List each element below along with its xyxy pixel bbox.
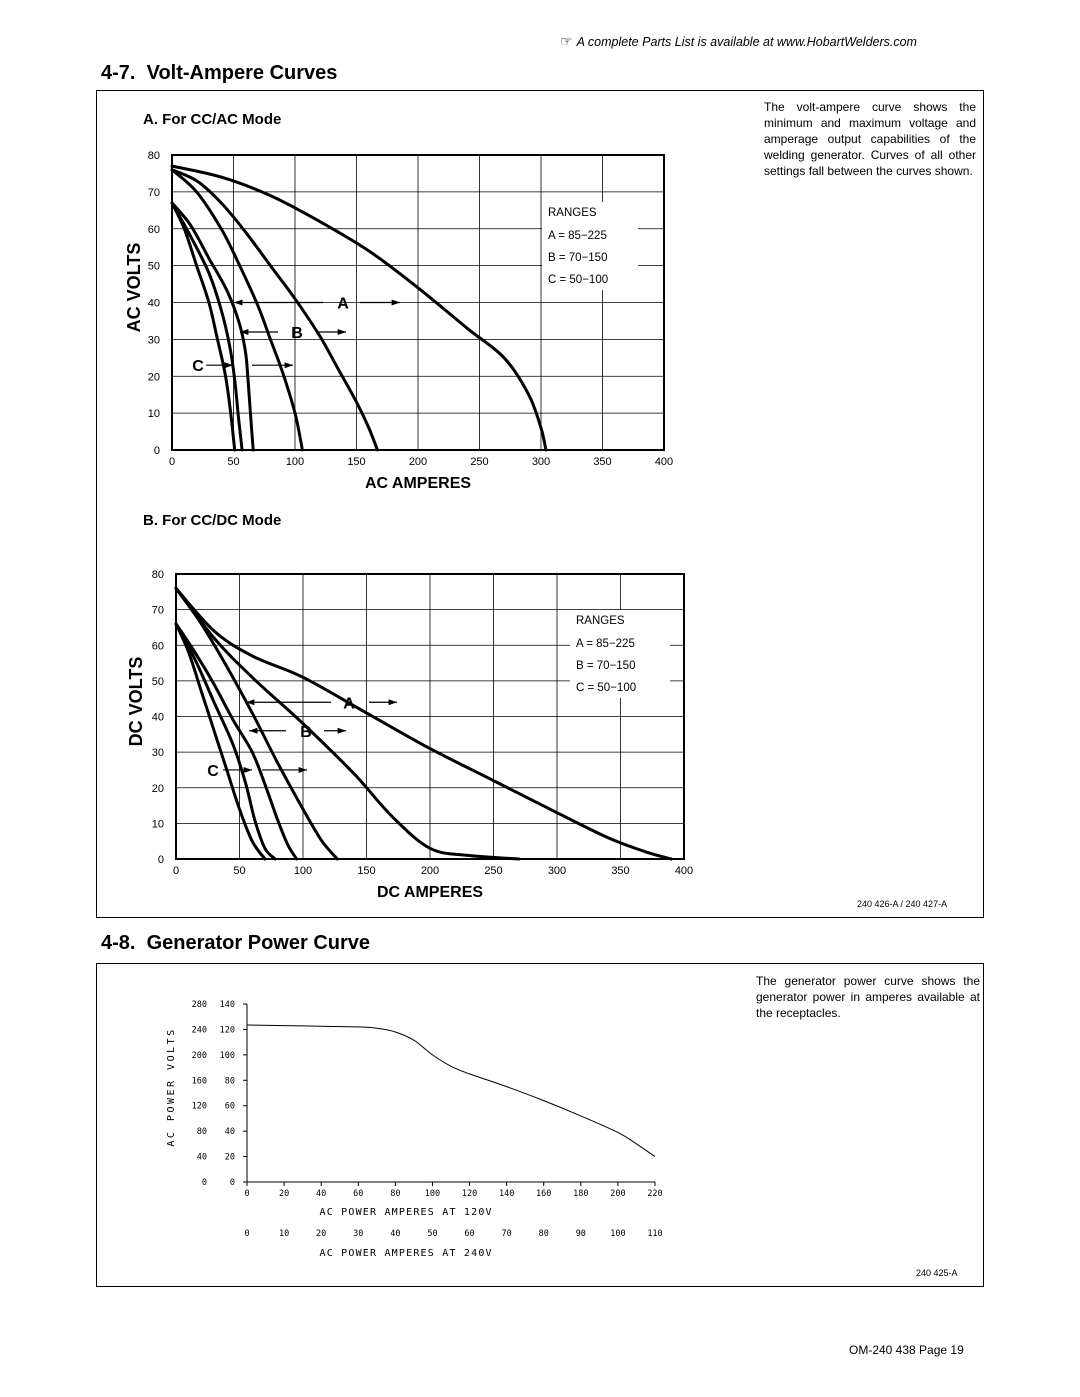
y-tick-label-volts-secondary: 100	[219, 1050, 235, 1061]
power-curve	[247, 1025, 655, 1157]
x-tick-label: 300	[547, 865, 567, 877]
legend-entry: C = 50−100	[576, 682, 637, 694]
legend-entry: A = 85−225	[576, 638, 635, 650]
range-arrow-b-head	[338, 329, 346, 335]
ac-volt-ampere-chart	[110, 140, 690, 500]
x-tick-label-120v: 100	[424, 1189, 441, 1199]
generator-power-figure-ref: 240 425-A	[916, 1268, 958, 1278]
x-axis-title: AC AMPERES	[364, 475, 472, 492]
x-tick-label: 50	[233, 865, 246, 877]
y-tick-label: 80	[147, 150, 160, 162]
y-tick-label-volts: 40	[196, 1152, 207, 1163]
x-tick-label-120v: 200	[610, 1189, 626, 1199]
y-tick-label-volts: 160	[191, 1076, 207, 1087]
range-arrow-a-head	[392, 300, 400, 306]
y-tick-label-volts: 280	[191, 1000, 207, 1010]
y-axis-title: AC VOLTS	[124, 242, 144, 333]
y-tick-label-volts: 200	[191, 1050, 207, 1061]
range-label-c: C	[207, 762, 219, 780]
x-tick-label-240v: 40	[390, 1229, 401, 1239]
range-arrow-c-head	[285, 362, 293, 368]
y-tick-label-volts: 120	[191, 1101, 207, 1112]
range-arrow-b-head	[249, 728, 257, 734]
x-tick-label-120v: 160	[536, 1189, 552, 1199]
y-tick-label-volts-secondary: 60	[224, 1101, 235, 1112]
range-label-b: B	[291, 325, 303, 342]
x-tick-label: 350	[611, 865, 630, 877]
y-tick-label: 70	[151, 604, 164, 617]
y-tick-label: 0	[153, 445, 160, 457]
x-tick-label-240v: 10	[278, 1229, 290, 1239]
range-arrow-c-head	[244, 767, 252, 773]
y-tick-label: 40	[147, 297, 160, 310]
section-title-generator-power: 4-8. Generator Power Curve	[101, 932, 371, 954]
y-tick-label-volts-secondary: 140	[219, 1000, 235, 1010]
y-tick-label: 40	[151, 711, 164, 724]
x-tick-label-240v: 70	[501, 1229, 512, 1239]
y-tick-label-volts-secondary: 0	[229, 1178, 235, 1188]
x-axis-title: DC AMPERES	[376, 884, 484, 900]
range-label-a: A	[343, 695, 355, 713]
y-tick-label: 10	[147, 408, 160, 421]
y-tick-label-volts-secondary: 40	[224, 1127, 235, 1138]
y-tick-label-volts-secondary: 80	[224, 1076, 235, 1087]
x-tick-label-120v: 140	[498, 1189, 515, 1199]
volt-ampere-description: The volt-ampere curve shows the minimum and maximum voltage and amperage output capabilities of the welding generator. Curves of all other settings fall between the curves shown.	[764, 100, 976, 178]
legend-heading: RANGES	[576, 615, 625, 627]
x-tick-label: 400	[674, 865, 694, 877]
parts-list-note: ☞ A complete Parts List is available at www.HobartWelders.com	[560, 33, 917, 49]
y-tick-label: 60	[151, 640, 164, 653]
x-tick-label: 300	[531, 456, 551, 468]
volt-ampere-figure-ref: 240 426-A / 240 427-A	[857, 899, 948, 909]
x-tick-label-240v: 90	[575, 1229, 586, 1239]
x-tick-label-240v: 60	[464, 1229, 475, 1239]
range-arrow-b-head	[338, 728, 346, 734]
y-tick-label-volts-secondary: 120	[219, 1025, 235, 1036]
y-tick-label: 0	[157, 854, 164, 866]
x-tick-label: 200	[408, 456, 428, 468]
range-label-b: B	[300, 723, 312, 741]
x-tick-label: 150	[357, 865, 376, 877]
x-tick-label-240v: 50	[427, 1229, 438, 1239]
x-tick-label: 350	[593, 456, 612, 468]
x-tick-label-120v: 120	[461, 1189, 478, 1199]
range-label-a: A	[337, 295, 349, 313]
x-tick-label: 150	[347, 456, 366, 468]
section-title-volt-ampere: 4-7. Volt-Ampere Curves	[101, 62, 338, 84]
y-tick-label: 20	[151, 782, 164, 795]
range-arrow-a-head	[389, 699, 397, 705]
x-tick-label-240v: 110	[647, 1229, 663, 1239]
x-axis-title-240v: AC POWER AMPERES AT 240V	[319, 1248, 493, 1259]
x-tick-label: 200	[420, 865, 440, 877]
dc-volt-ampere-chart	[110, 560, 710, 900]
range-label-c: C	[192, 358, 204, 376]
y-axis-title: DC VOLTS	[126, 656, 146, 747]
x-tick-label-120v: 80	[390, 1189, 401, 1199]
y-tick-label: 50	[147, 260, 160, 273]
x-tick-label-240v: 20	[316, 1229, 327, 1239]
x-tick-label: 50	[227, 456, 240, 468]
x-tick-label-120v: 220	[647, 1189, 663, 1199]
x-tick-label: 0	[168, 456, 176, 468]
legend-entry: A = 85−225	[548, 230, 607, 242]
y-tick-label-volts-secondary: 20	[224, 1152, 235, 1163]
y-tick-label: 20	[147, 371, 160, 384]
x-tick-label-120v: 40	[316, 1189, 327, 1199]
dc-chart-subtitle: B. For CC/DC Mode	[143, 512, 282, 529]
ac-chart-subtitle: A. For CC/AC Mode	[143, 111, 282, 128]
legend-entry: B = 70−150	[576, 660, 636, 672]
x-tick-label: 100	[293, 865, 313, 877]
x-tick-label-120v: 0	[244, 1189, 250, 1199]
x-tick-label-240v: 0	[244, 1229, 250, 1239]
legend-entry: B = 70−150	[548, 252, 608, 264]
y-tick-label: 80	[151, 569, 164, 581]
x-tick-label: 0	[172, 865, 180, 877]
y-tick-label: 30	[147, 334, 160, 347]
x-tick-label: 250	[470, 456, 489, 468]
page-footer: OM-240 438 Page 19	[849, 1343, 964, 1357]
legend-heading: RANGES	[548, 207, 597, 219]
y-tick-label-volts: 80	[196, 1127, 207, 1138]
x-tick-label-240v: 30	[353, 1229, 364, 1239]
generator-power-description: The generator power curve shows the generator power in amperes available at the receptacles.	[756, 974, 980, 1020]
x-tick-label: 100	[285, 456, 305, 468]
range-arrow-a-head	[234, 300, 242, 306]
y-tick-label: 60	[147, 223, 160, 236]
x-tick-label-120v: 20	[278, 1189, 290, 1199]
x-tick-label-120v: 180	[573, 1189, 589, 1199]
x-tick-label-240v: 100	[610, 1229, 626, 1239]
y-tick-label-volts: 240	[191, 1025, 207, 1036]
x-tick-label-240v: 80	[538, 1229, 549, 1239]
y-tick-label: 70	[147, 186, 160, 199]
x-tick-label: 250	[484, 865, 503, 877]
x-tick-label-120v: 60	[353, 1189, 364, 1199]
y-tick-label: 10	[151, 818, 164, 831]
y-tick-label: 30	[151, 747, 164, 760]
curve-b	[176, 588, 337, 859]
curve-a	[176, 588, 519, 859]
x-axis-title-120v: AC POWER AMPERES AT 120V	[319, 1207, 493, 1218]
pointing-hand-icon: ☞	[560, 33, 573, 49]
legend-entry: C = 50−100	[548, 274, 609, 286]
x-tick-label: 400	[654, 456, 674, 468]
generator-power-chart	[150, 990, 680, 1265]
y-tick-label-volts: 0	[201, 1178, 207, 1188]
y-axis-title: AC POWER VOLTS	[166, 1027, 177, 1147]
y-tick-label: 50	[151, 675, 164, 688]
